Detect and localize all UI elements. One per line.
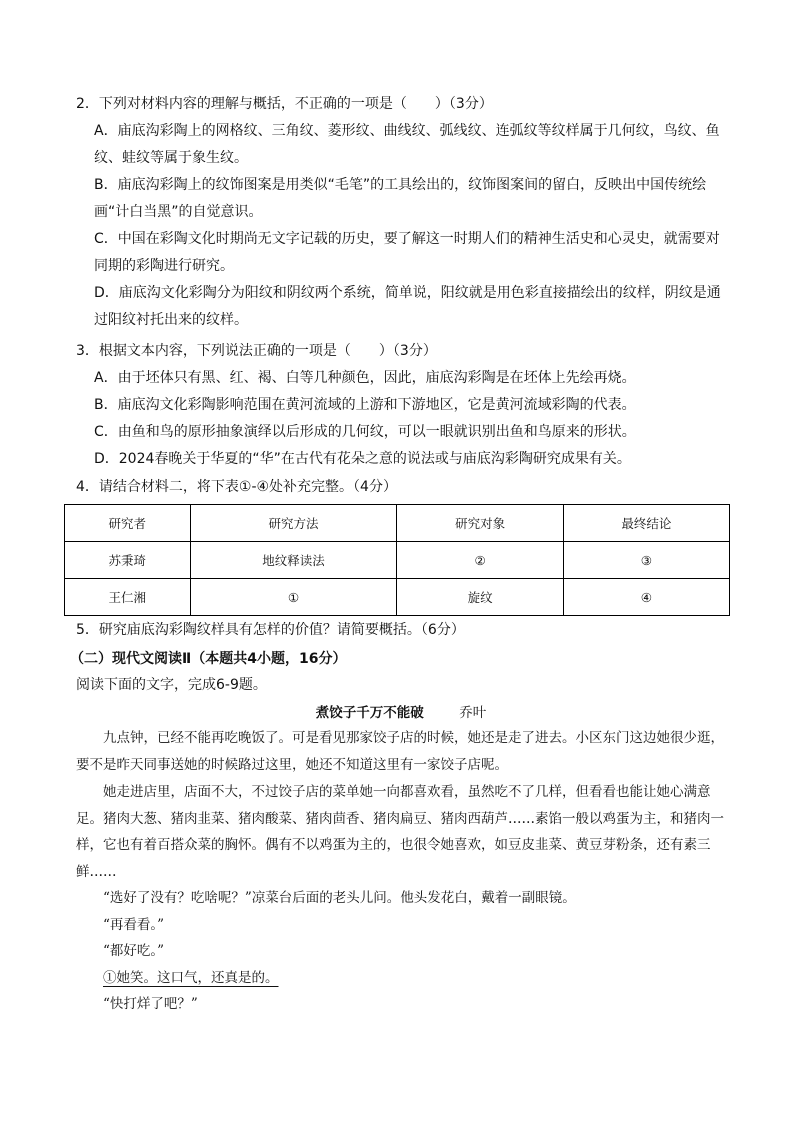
table-row	[65, 542, 730, 579]
research-table	[64, 504, 730, 616]
story-dialogue: “再看看。”	[103, 916, 165, 933]
table-cell: ①	[190, 579, 397, 616]
question-2-option-a: A．庙底沟彩陶上的网格纹、三角纹、菱形纹、曲线纹、弧线纹、连弧纹等纹样属于几何纹，鸟纹、鱼 纹、蛙纹等属于象生纹。	[94, 123, 720, 166]
story-underlined-sentence: ①她笑。这口气，还真是的。	[103, 969, 279, 986]
question-3-option-d: D．2024春晚关于华夏的“华”在古代有花朵之意的说法或与庙底沟彩陶研究成果有关。	[94, 451, 631, 467]
story-dialogue: “快打烊了吧？”	[103, 996, 198, 1012]
table-cell: ②	[397, 542, 563, 579]
question-2-stem: 2．下列对材料内容的理解与概括，不正确的一项是（ ）（3分）	[76, 96, 493, 112]
question-4-stem: 4．请结合材料二，将下表①-④处补充完整。（4分）	[76, 479, 397, 495]
table-cell: ④	[563, 579, 729, 616]
story-dialogue: “都好吃。”	[103, 943, 165, 959]
story-title: 煮饺子千万不能破	[315, 705, 424, 721]
question-3-stem: 3．根据文本内容，下列说法正确的一项是（ ）（3分）	[76, 343, 437, 359]
table-header-cell: 研究对象	[397, 505, 563, 542]
table-cell: 旋纹	[397, 579, 563, 616]
table-header-cell: 研究方法	[190, 505, 397, 542]
story-dialogue: “选好了没有？吃啥呢？”凉菜台后面的老头儿问。他头发花白，戴着一副眼镜。	[103, 890, 576, 906]
table-cell: 王仁湘	[65, 579, 191, 616]
story-title-line	[76, 700, 726, 727]
section-heading: （二）现代文阅读Ⅱ（本题共4小题，16分）	[70, 651, 347, 667]
table-header-row	[65, 505, 730, 542]
table-cell: ③	[563, 542, 729, 579]
table-row	[65, 579, 730, 616]
question-5-stem: 5．研究庙底沟彩陶纹样具有怎样的价值？请简要概括。（6分）	[76, 622, 465, 638]
section-instruction: 阅读下面的文字，完成6-9题。	[76, 677, 267, 693]
question-2	[76, 91, 726, 334]
table-header-cell: 最终结论	[563, 505, 729, 542]
question-3-option-c: C．由鱼和鸟的原形抽象演绎以后形成的几何纹，可以一眼就识别出鱼和鸟原来的形状。	[94, 424, 636, 440]
table-header-cell: 研究者	[65, 505, 191, 542]
question-3-option-b: B．庙底沟文化彩陶影响范围在黄河流域的上游和下游地区，它是黄河流域彩陶的代表。	[94, 397, 636, 413]
question-3	[76, 338, 726, 473]
story-paragraph: 她走进店里，店面不大，不过饺子店的菜单她一向都喜欢看，虽然吃不了几样，但看看也能让她心满意足。猪肉大葱、猪肉韭菜、猪肉酸菜、猪肉茴香、猪肉扁豆、猪肉西葫芦……素馅一般以鸡蛋为主，和猪肉一样，它也有着百搭众菜的胸怀。偶有不以鸡蛋为主的，也很令她喜欢，如豆皮韭菜、黄豆芽粉条，还有素三鲜……	[76, 784, 724, 880]
story-author: 乔叶	[459, 705, 487, 721]
story-paragraph: 九点钟，已经不能再吃晚饭了。可是看见那家饺子店的时候，她还是走了进去。小区东门这边她很少逛，要不是昨天同事送她的时候路过这里，她还不知道这里有一家饺子店呢。	[76, 730, 724, 773]
story-body	[76, 725, 726, 1018]
table-cell: 地纹释读法	[190, 542, 397, 579]
table-cell: 苏秉琦	[65, 542, 191, 579]
question-2-option-b: B．庙底沟彩陶上的纹饰图案是用类似“毛笔”的工具绘出的，纹饰图案间的留白，反映出中国传统绘 画“计白当黑”的自觉意识。	[94, 177, 707, 220]
question-2-option-d: D．庙底沟文化彩陶分为阳纹和阴纹两个系统，简单说，阳纹就是用色彩直接描绘出的纹样，阴纹是通 过阳纹衬托出来的纹样。	[94, 285, 721, 328]
question-2-option-c: C．中国在彩陶文化时期尚无文字记载的历史，要了解这一时期人们的精神生活史和心灵史，就需要对 同期的彩陶进行研究。	[94, 231, 720, 274]
question-3-option-a: A．由于坯体只有黑、红、褐、白等几种颜色，因此，庙底沟彩陶是在坯体上先绘再烧。	[94, 370, 636, 386]
